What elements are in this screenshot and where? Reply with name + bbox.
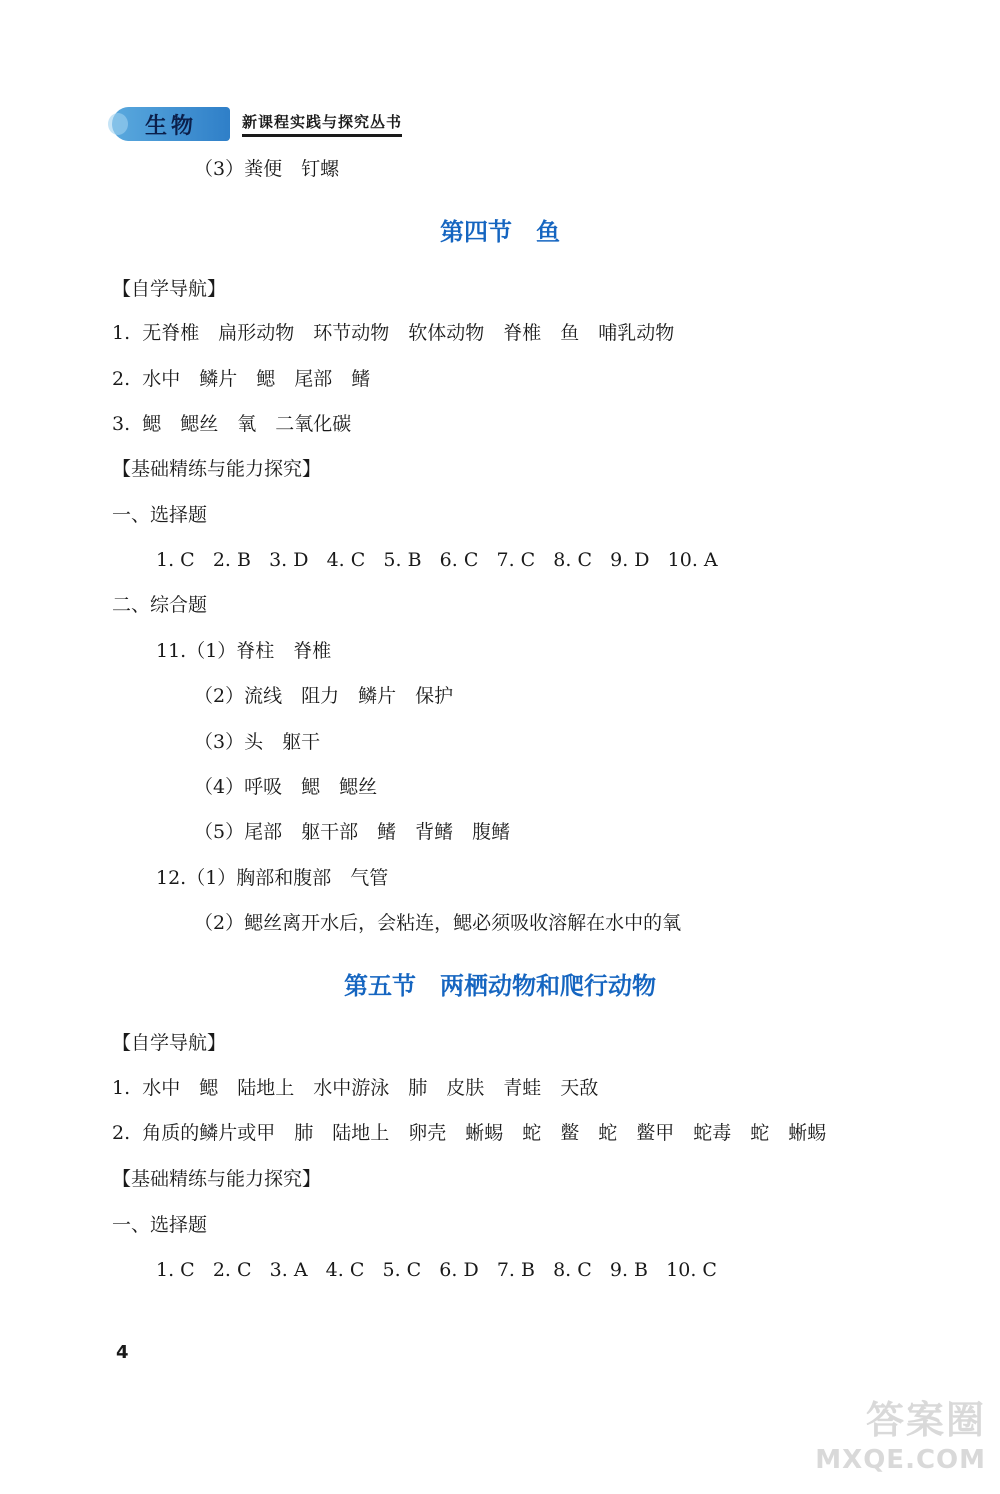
page-number: 4 — [116, 1342, 129, 1363]
watermark-logo — [776, 1396, 986, 1486]
answer-line: 1. 无脊椎 扁形动物 环节动物 软体动物 脊椎 鱼 哺乳动物 — [112, 322, 675, 344]
answer-line: （5）尾部 躯干部 鳍 背鳍 腹鳍 — [194, 821, 511, 843]
page-header — [112, 104, 402, 144]
answer-line: 11.（1）脊柱 脊椎 — [156, 640, 332, 662]
section-heading: 第五节 两栖动物和爬行动物 — [344, 972, 656, 1000]
subsection-label: 【基础精练与能力探究】 — [112, 458, 322, 480]
watermark-bottom: MXQE.COM — [815, 1445, 986, 1475]
answer-line: 12.（1）胸部和腹部 气管 — [156, 867, 389, 889]
choice-answers: 1. C 2. C 3. A 4. C 5. C 6. D 7. B 8. C 9. B 10. C — [156, 1259, 717, 1281]
question-type-label: 一、选择题 — [112, 504, 208, 526]
watermark-top: 答案圈 — [865, 1398, 986, 1442]
subsection-label: 【自学导航】 — [112, 1032, 227, 1054]
subject-badge: 生物 — [112, 107, 230, 141]
series-title: 新课程实践与探究丛书 — [242, 111, 402, 137]
answer-line: （3）头 躯干 — [194, 731, 321, 753]
question-type-label: 二、综合题 — [112, 594, 208, 616]
answer-line: （3）粪便 钉螺 — [194, 158, 340, 180]
section-heading: 第四节 鱼 — [440, 218, 560, 246]
answer-line: 2. 水中 鳞片 鳃 尾部 鳍 — [112, 368, 371, 390]
answer-line: 1. 水中 鳃 陆地上 水中游泳 肺 皮肤 青蛙 天敌 — [112, 1077, 599, 1099]
subsection-label: 【基础精练与能力探究】 — [112, 1168, 322, 1190]
answer-line: 3. 鳃 鳃丝 氧 二氧化碳 — [112, 413, 352, 435]
answer-line: （2）流线 阻力 鳞片 保护 — [194, 685, 454, 707]
answer-line: （4）呼吸 鳃 鳃丝 — [194, 776, 378, 798]
answer-line: 2. 角质的鳞片或甲 肺 陆地上 卵壳 蜥蜴 蛇 鳖 蛇 鳖甲 蛇毒 蛇 蜥蜴 — [112, 1122, 827, 1144]
question-type-label: 一、选择题 — [112, 1214, 208, 1236]
choice-answers: 1. C 2. B 3. D 4. C 5. B 6. C 7. C 8. C 9. D 10. A — [156, 549, 718, 571]
answer-line: （2）鳃丝离开水后，会粘连，鳃必须吸收溶解在水中的氧 — [194, 912, 682, 934]
subsection-label: 【自学导航】 — [112, 278, 227, 300]
